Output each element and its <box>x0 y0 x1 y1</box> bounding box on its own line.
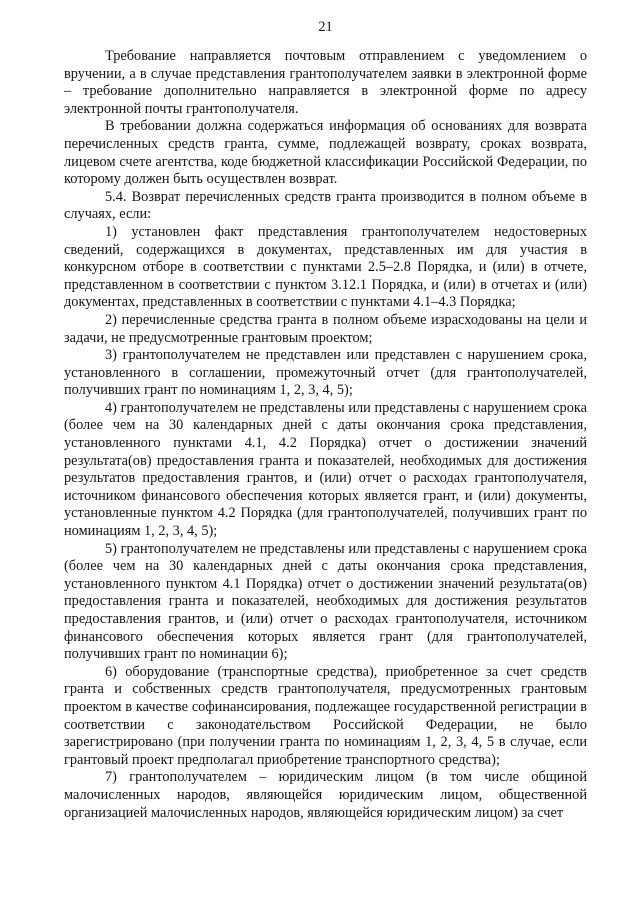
paragraph: 3) грантополучателем не представлен или представлен с нарушением срока, установленного в соглашении, промежуточный отчет (для грантополучателей, получивших грант по номинациям 1, 2, 3, 4, 5); <box>64 347 587 399</box>
paragraph: 1) установлен факт представления грантополучателем недостоверных сведений, содержащихся в документах, представленных им для участия в конкурсном отборе в соответствии с пунктами 2.5–2.8 Порядка, и (или) в отчете, представленном в соответствии с пунктом 3.12.1 Порядка, и (или) в отчетах и (или) документах, представленных в соответствии с пунктами 4.1–4.3 Порядка; <box>64 223 587 311</box>
paragraph: 5) грантополучателем не представлены или представлены с нарушением срока (более чем на 30 календарных дней с даты окончания срока представления, установленного пунктом 4.1 Порядка) отчет о достижении значений результата(ов) предоставления гранта и показателей, необходимых для достижения результатов предоставления грантов, и (или) отчет о расходах грантополучателя, источником финансового обеспечения которых является грант (для грантополучателей, получивших грант по номинации 6); <box>64 540 587 663</box>
paragraph: 6) оборудование (транспортные средства), приобретенное за счет средств гранта и собственных средств грантополучателя, предусмотренных грантовым проектом в качестве софинансирования, подлежащее государственной регистрации в соответствии с законодательством Российской Федерации, не было зарегистрировано (при получении гранта по номинациям 1, 2, 3, 4, 5 в случае, если грантовый проект предполагал приобретение транспортного средства); <box>64 663 587 768</box>
paragraph: 7) грантополучателем – юридическим лицом (в том числе общиной малочисленных народов, являющейся юридическим лицом, общественной организацией малочисленных народов, являющейся юридическим лицом) за счет <box>64 769 587 821</box>
document-body <box>64 48 587 822</box>
paragraph: 5.4. Возврат перечисленных средств гранта производится в полном объеме в случаях, если: <box>64 188 587 223</box>
page-number: 21 <box>318 19 333 35</box>
paragraph: 4) грантополучателем не представлены или представлены с нарушением срока (более чем на 30 календарных дней с даты окончания срока представления, установленного пунктами 4.1, 4.2 Порядка) отчет о достижении значений результата(ов) предоставления гранта и показателей, необходимых для достижения результатов предоставления грантов, и (или) отчет о расходах грантополучателя, источником финансового обеспечения которых является грант, и (или) документы, установленные пунктом 4.2 Порядка (для грантополучателей, получивших грант по номинациям 1, 2, 3, 4, 5); <box>64 399 587 540</box>
paragraph: Требование направляется почтовым отправлением с уведомлением о вручении, а в случае представления грантополучателем заявки в электронной форме – требование дополнительно направляется в электронной форме по адресу электронной почты грантополучателя. <box>64 48 587 117</box>
paragraph: 2) перечисленные средства гранта в полном объеме израсходованы на цели и задачи, не предусмотренные грантовым проектом; <box>64 311 587 346</box>
document-page <box>64 0 587 904</box>
paragraph: В требовании должна содержаться информация об основаниях для возврата перечисленных средств гранта, сумме, подлежащей возврату, сроках возврата, лицевом счете агентства, коде бюджетной классификации Российской Федерации, по которому должен быть осуществлен возврат. <box>64 118 587 188</box>
